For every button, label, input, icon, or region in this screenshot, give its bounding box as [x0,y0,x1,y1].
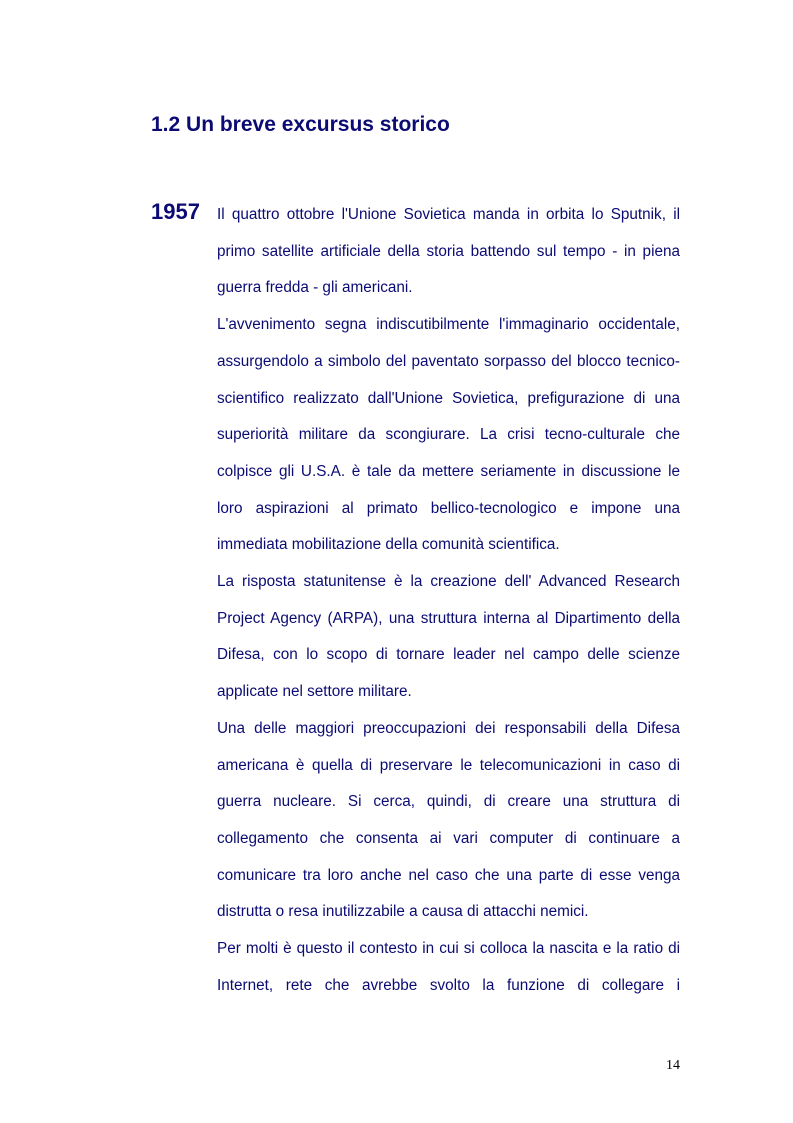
page-number: 14 [666,1058,680,1073]
paragraph-defense-concerns: Una delle maggiori preoccupazioni dei responsabili della Difesa americana è quella di preservare le telecomunicazioni in caso di guerra nucleare. Si cerca, quindi, di creare una struttura di collegamento che consenta ai vari computer di continuare a comunicare tra loro anche nel caso che una parte di esse venga distrutta o resa inutilizzabile a causa di attacchi nemici. [217,719,680,921]
section-title: 1.2 Un breve excursus storico [151,113,450,136]
paragraph-sputnik: Il quattro ottobre l'Unione Sovietica manda in orbita lo Sputnik, il primo satellite artificiale della storia battendo sul tempo - in piena guerra fredda - gli americani. [217,206,680,297]
paragraph-cold-war-impact: L'avvenimento segna indiscutibilmente l'immaginario occidentale, assurgendolo a simbolo del paventato sorpasso del blocco tecnico-scientifico realizzato dall'Unione Sovietica, prefigurazione di una superiorità militare da scongiurare. La crisi tecno-culturale che colpisce gli U.S.A. è tale da mettere seriamente in discussione le loro aspirazioni al primato bellico-tecnologico e impone una immediata mobilitazione della comunità scientifica. [217,316,680,554]
paragraph-internet-origin: Per molti è questo il contesto in cui si colloca la nascita e la ratio di Internet, rete che avrebbe svolto la funzione di collegare i [217,940,680,994]
body-text [217,197,680,1004]
paragraph-arpa: La risposta statunitense è la creazione dell' Advanced Research Project Agency (ARPA), una struttura interna al Dipartimento della Difesa, con lo scopo di tornare leader nel campo delle scienze applicate nel settore militare. [217,573,680,701]
year-label: 1957 [151,199,200,224]
